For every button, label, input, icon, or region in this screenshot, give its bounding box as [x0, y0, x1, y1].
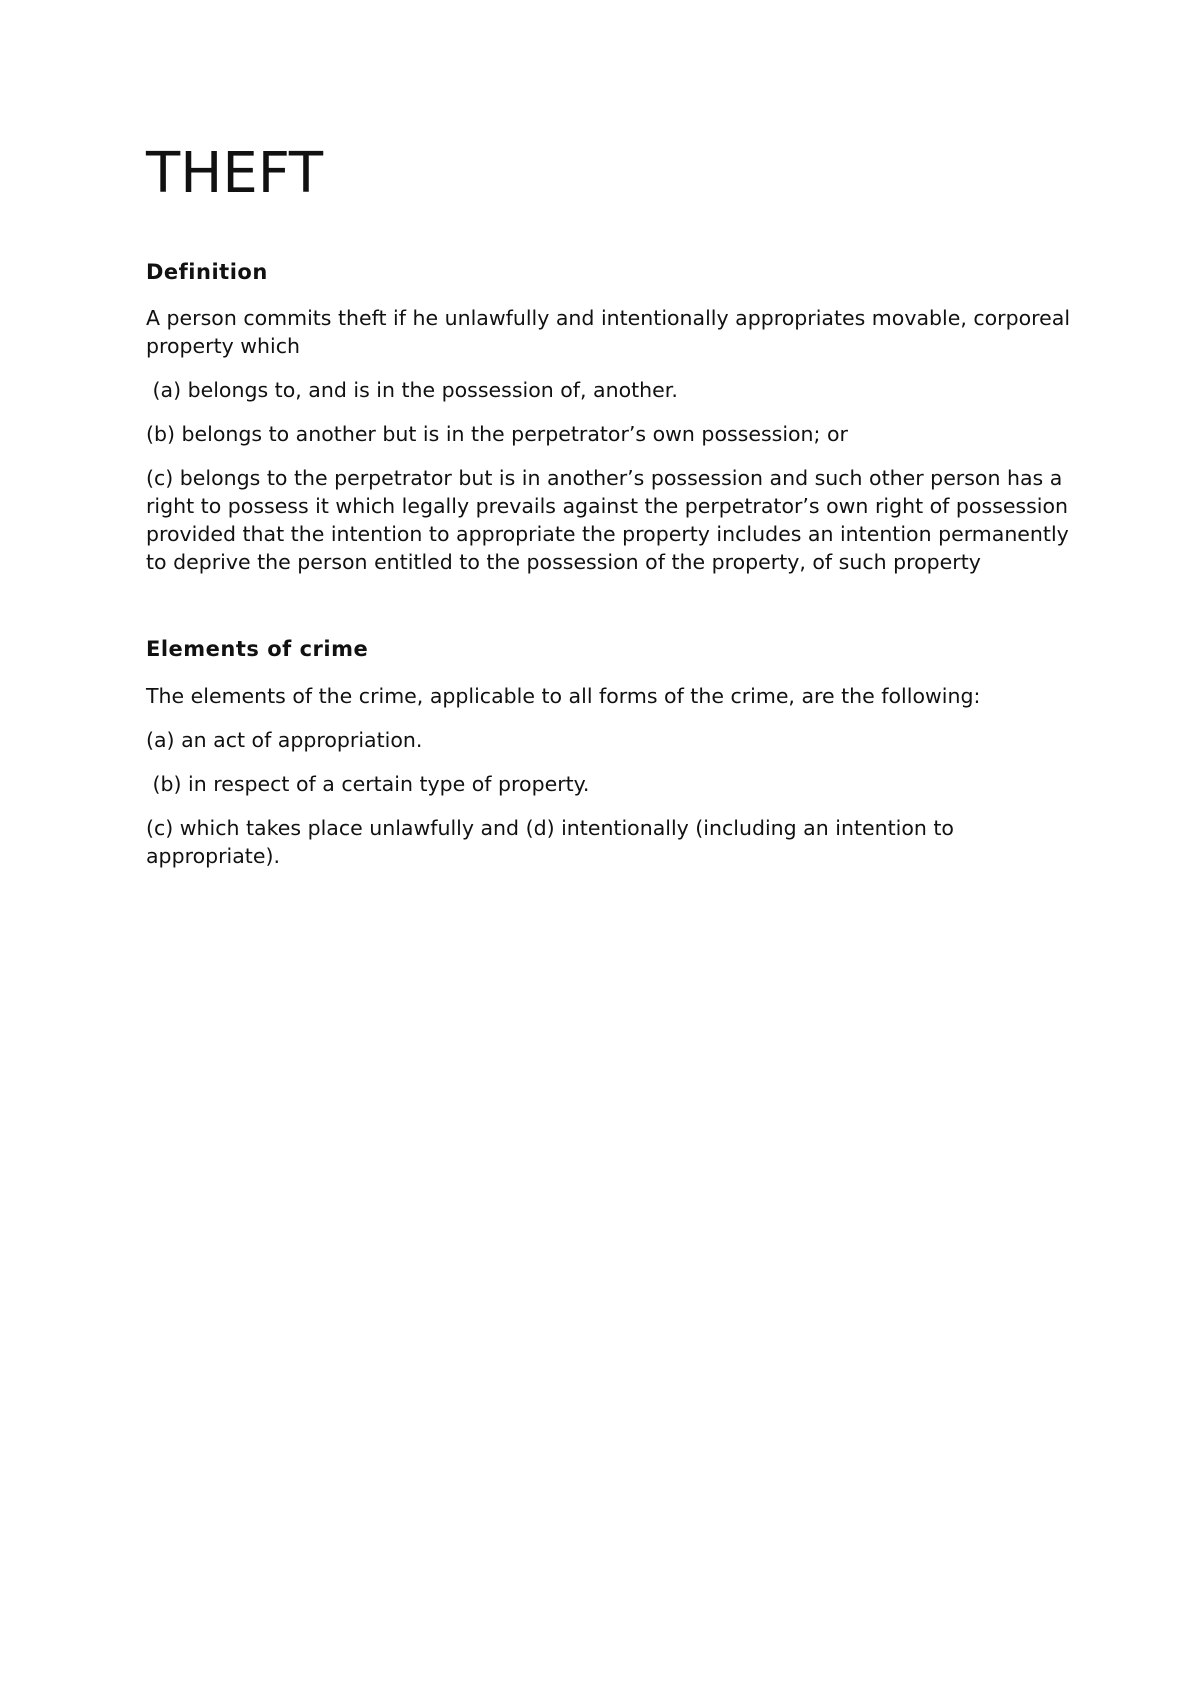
- definition-heading: Definition: [146, 260, 268, 285]
- definition-item-c: (c) belongs to the perpetrator but is in another’s possession and such other person has a right to possess it which legally prevails against the perpetrator’s own right of possession provided that the intention to appropriate the property includes an intention permanently to deprive the person entitled to the possession of the property, of such property: [146, 466, 1076, 575]
- definition-item-a: (a) belongs to, and is in the possession of, another.: [146, 378, 678, 403]
- document-title: THEFT: [146, 141, 324, 206]
- elements-item-b: (b) in respect of a certain type of property.: [146, 771, 590, 796]
- elements-item-c: (c) which takes place unlawfully and (d) intentionally (including an intention to appropriate).: [146, 815, 961, 868]
- elements-intro: The elements of the crime, applicable to all forms of the crime, are the following:: [146, 683, 981, 708]
- definition-item-b: (b) belongs to another but is in the perpetrator’s own possession; or: [146, 422, 848, 447]
- elements-heading: Elements of crime: [146, 637, 369, 662]
- definition-intro: A person commits theft if he unlawfully and intentionally appropriates movable, corporeal property which: [146, 306, 1077, 359]
- document-content: [146, 140, 1076, 870]
- elements-item-a: (a) an act of appropriation.: [146, 727, 423, 752]
